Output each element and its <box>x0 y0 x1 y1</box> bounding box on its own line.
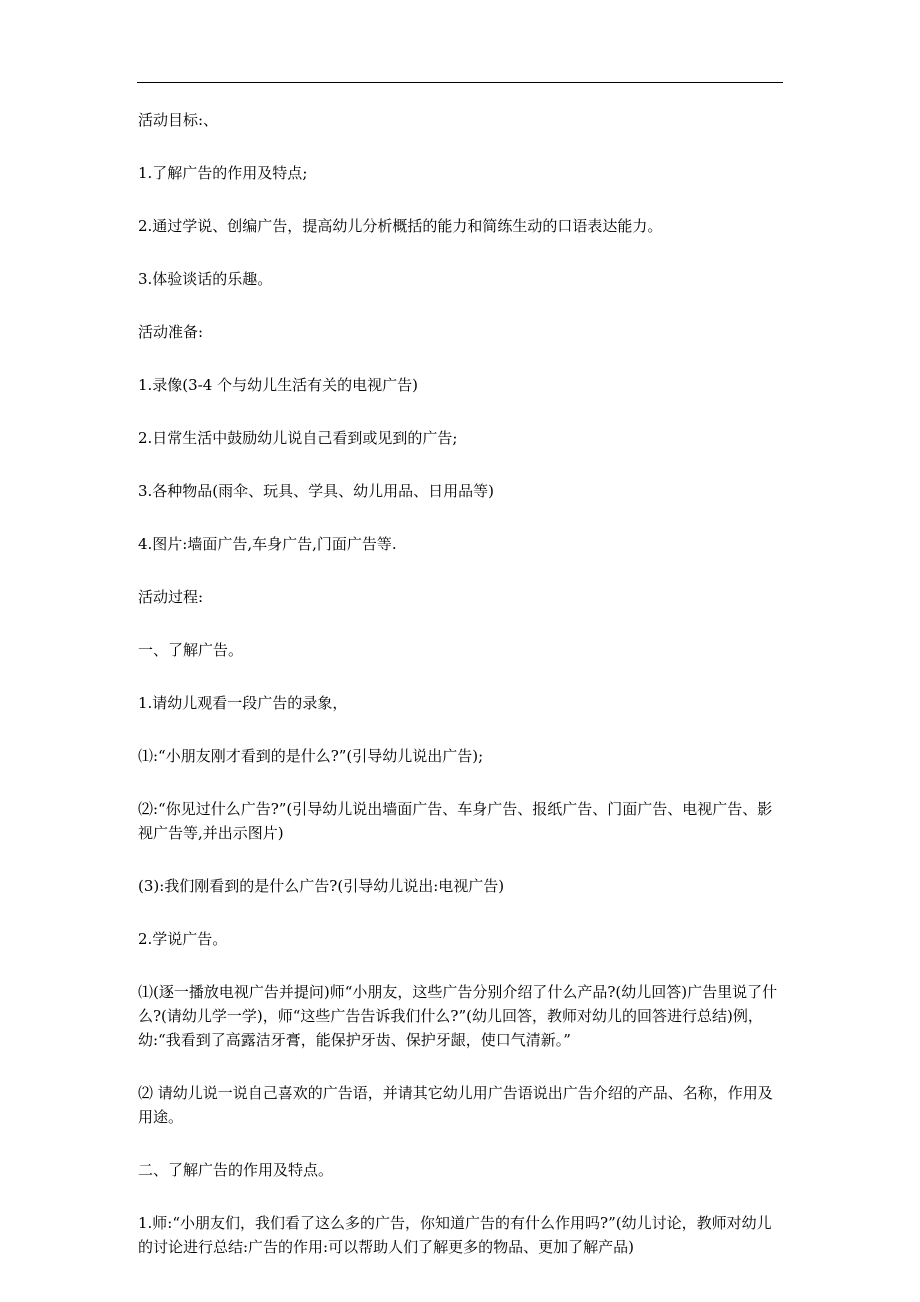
paragraph-goal-1: 1.了解广告的作用及特点; <box>138 164 308 182</box>
document-body <box>138 108 786 1259</box>
paragraph-step-2-a: ⑴(逐一播放电视广告并提问)师“小朋友，这些广告分别介绍了什么产品?(幼儿回答)广告里说了什么?(请幼儿学一学)，师“这些广告告诉我们什么?”(幼儿回答，教师对幼儿的回答进行总结)例，幼:“我看到了高露洁牙膏，能保护牙齿、保护牙龈，使口气清新。” <box>138 983 778 1049</box>
paragraph-preparation-1: 1.录像(3-4 个与幼儿生活有关的电视广告) <box>138 376 418 394</box>
paragraph-step-1: 1.请幼儿观看一段广告的录象， <box>138 694 348 712</box>
paragraph-step-2: 2.学说广告。 <box>138 930 228 948</box>
paragraph-preparation-4: 4.图片:墙面广告,车身广告,门面广告等. <box>138 535 397 553</box>
paragraph-preparation-3: 3.各种物品(雨伞、玩具、学具、幼儿用品、日用品等) <box>138 482 495 500</box>
paragraph-step-1-b: ⑵:“你见过什么广告?”(引导幼儿说出墙面广告、车身广告、报纸广告、门面广告、电视广告、影视广告等,并出示图片) <box>138 800 773 842</box>
paragraph-goal-3: 3.体验谈话的乐趣。 <box>138 270 273 288</box>
paragraph-activity-goals-heading: 活动目标:、 <box>138 111 219 129</box>
paragraph-section-2-heading: 二、了解广告的作用及特点。 <box>138 1161 334 1179</box>
paragraph-process-heading: 活动过程: <box>138 588 204 606</box>
paragraph-goal-2: 2.通过学说、创编广告，提高幼儿分析概括的能力和简练生动的口语表达能力。 <box>138 217 663 235</box>
header-rule <box>137 82 783 83</box>
paragraph-section-2-step-1: 1.师:“小朋友们，我们看了这么多的广告，你知道广告的有什么作用吗?”(幼儿讨论，教师对幼儿的讨论进行总结:广告的作用:可以帮助人们了解更多的物品、更加了解产品) <box>138 1214 772 1256</box>
paragraph-step-1-c: (3):我们刚看到的是什么广告?(引导幼儿说出:电视广告) <box>138 877 505 895</box>
paragraph-preparation-heading: 活动准备: <box>138 323 204 341</box>
paragraph-step-2-b: ⑵ 请幼儿说一说自己喜欢的广告语，并请其它幼儿用广告语说出广告介绍的产品、名称，作用及用途。 <box>138 1084 773 1126</box>
paragraph-section-1-heading: 一、了解广告。 <box>138 641 244 659</box>
paragraph-preparation-2: 2.日常生活中鼓励幼儿说自己看到或见到的广告; <box>138 429 458 447</box>
paragraph-step-1-a: ⑴:“小朋友刚才看到的是什么?”(引导幼儿说出广告); <box>138 747 484 765</box>
